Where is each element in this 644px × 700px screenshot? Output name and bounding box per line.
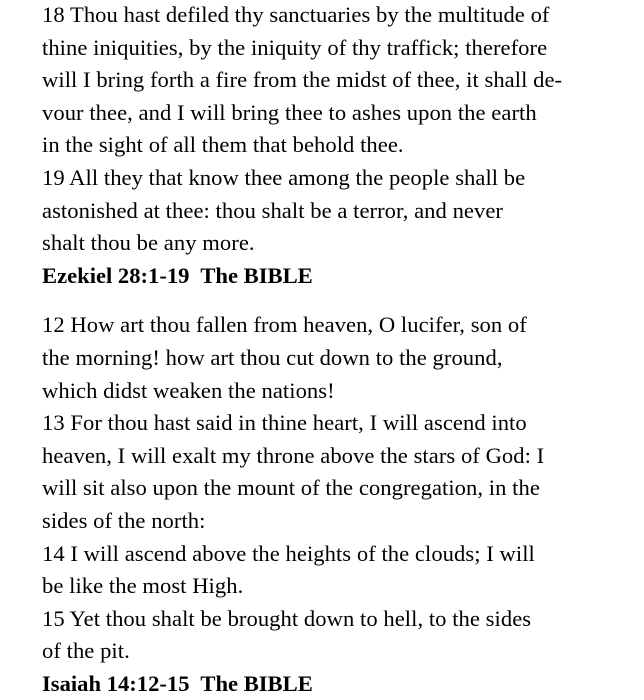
verse-line: thine iniquities, by the iniquity of thy traffick; therefore <box>42 34 548 60</box>
verse-line: 15 Yet thou shalt be brought down to hell, to the sides <box>42 605 532 631</box>
verse-line: astonished at thee: thou shalt be a terror, and never <box>42 197 503 223</box>
verse-line: 12 How art thou fallen from heaven, O lucifer, son of <box>42 312 527 338</box>
passage-isaiah <box>42 309 642 700</box>
verse-line: 19 All they that know thee among the people shall be <box>42 164 526 190</box>
document-page <box>42 0 642 700</box>
verse-line: which didst weaken the nations! <box>42 377 335 403</box>
verse-line: in the sight of all them that behold thee. <box>42 132 404 158</box>
verse-line: vour thee, and I will bring thee to ashes upon the earth <box>42 99 537 125</box>
scripture-reference: Isaiah 14:12-15 The BIBLE <box>42 670 313 696</box>
passage-ezekiel <box>42 0 642 292</box>
verse-line: shalt thou be any more. <box>42 230 255 256</box>
verse-line: sides of the north: <box>42 507 206 533</box>
verse-line: of the pit. <box>42 638 130 664</box>
verse-line: 13 For thou hast said in thine heart, I will ascend into <box>42 410 527 436</box>
verse-line: be like the most High. <box>42 573 244 599</box>
verse-line: will I bring forth a fire from the midst of thee, it shall de- <box>42 67 563 93</box>
verse-line: will sit also upon the mount of the congregation, in the <box>42 475 540 501</box>
scripture-reference: Ezekiel 28:1-19 The BIBLE <box>42 262 313 288</box>
verse-line: heaven, I will exalt my throne above the stars of God: I <box>42 442 545 468</box>
verse-line: 18 Thou hast defiled thy sanctuaries by the multitude of <box>42 2 550 27</box>
verse-line: 14 I will ascend above the heights of the clouds; I will <box>42 540 535 566</box>
verse-line: the morning! how art thou cut down to the ground, <box>42 344 503 370</box>
